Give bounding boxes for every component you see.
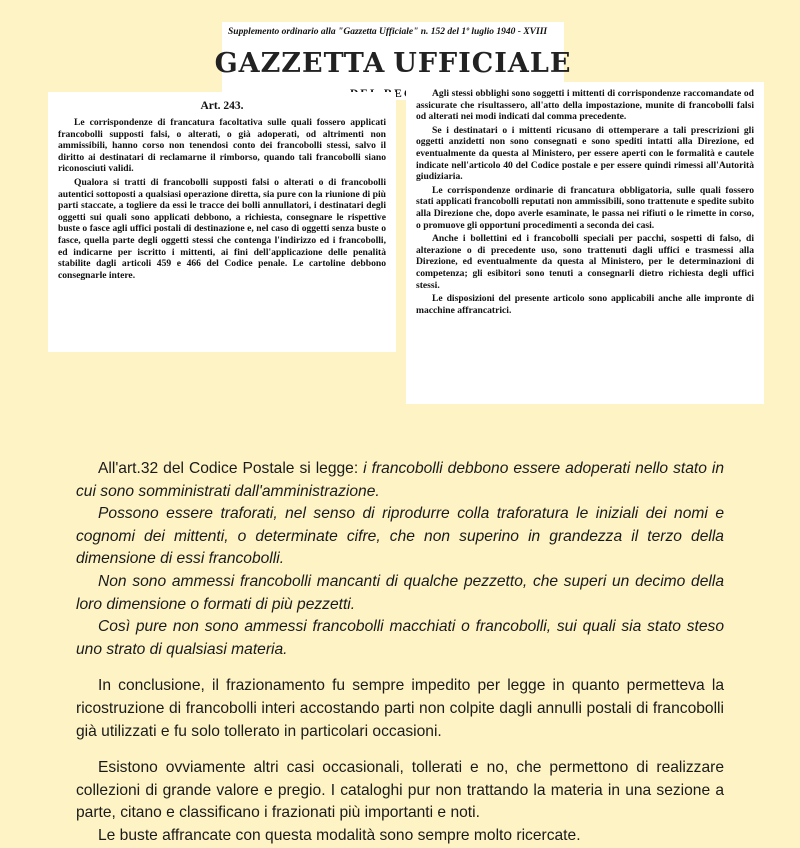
clipping-right-paragraph: Le disposizioni del presente articolo sono applicabili anche alle impronte di macchine affrancatrici. [416, 293, 754, 316]
commentary-body [76, 458, 724, 848]
masthead-word-left: GAZZETTA [214, 47, 386, 79]
commentary-paragraph-4: Così pure non sono ammessi francobolli macchiati o francobolli, sui quali sia stato steso uno strato di qualsiasi materia. [76, 618, 724, 658]
commentary-quote: i francobolli debbono essere adoperati nello stato in cui sono somministrati dall'amministrazione. [76, 460, 724, 500]
commentary-paragraph-6: Esistono ovviamente altri casi occasionali, tollerati e no, che permettono di realizzare collezioni di grande valore e pregio. I cataloghi pur non trattando la materia in una sezione a parte, citano e classificano i frazionati più importanti e noti. [76, 759, 724, 822]
masthead-word-right: UFFICIALE [393, 47, 572, 79]
clipping-right-paragraph: Le corrispondenze ordinarie di francatura obbligatoria, sulle quali fossero stati applicati francobolli reputati non ammissibili, sono trattenute e spedite subito alla Direzione che, dopo averle esaminate, le passa nei rifiuti o le rimette in corso, o promuove gli opportuni procedimenti a seconda dei casi. [416, 184, 754, 231]
clipping-right-column [406, 82, 764, 404]
clipping-left-column [48, 92, 396, 352]
masthead-title-row [214, 45, 572, 81]
clipping-left-paragraph: Qualora si tratti di francobolli supposti falsi o alterati o di francobolli autentici sottoposti a qualsiasi operazione diretta, sia pure con la riunione di più parti staccate, a togliere da essi le tracce dei bolli annullatori, i destinatari degli oggetti sui quali sono applicati debbono, a richiesta, consegnare le rispettive buste o fasce agli uffici postali di destinazione e, nel caso di oggetti senza buste o fasce, quella parte degli oggetti stessi che contenga l'indirizzo ed i francobolli, ed indicarne per iscritto i mittenti, ai fini dell'applicazione delle penalità stabilite dagli articoli 459 e 466 del Codice penale. Le cartoline debbono consegnarle intere. [58, 176, 386, 281]
commentary-paragraph-7: Le buste affrancate con questa modalità sono sempre molto ricercate. [98, 826, 581, 844]
commentary-paragraph-2: Possono essere traforati, nel senso di riprodurre colla traforatura le iniziali dei nomi e cognomi dei mittenti, o determinate cifre, che non superino in grandezza il terzo della dimensione di essi francobolli. [76, 505, 724, 568]
commentary-paragraph-3: Non sono ammessi francobolli mancanti di qualche pezzetto, che superi un decimo della loro dimensione o formati di più pezzetti. [76, 572, 724, 613]
clipping-left-paragraph: Le corrispondenze di francatura facoltativa sulle quali fossero applicati francobolli supposti falsi, o alterati, o già adoperati, od altrimenti non ammissibili, hanno corso non tenendosi conto dei francobolli stessi, salvo il diritto ai destinatari di reclamarne il rimborso, quando tali francobolli siano riconosciuti validi. [58, 117, 386, 175]
clipping-right-paragraph: Anche i bollettini ed i francobolli speciali per pacchi, sospetti di falso, di alterazione o di precedente uso, sono trattenuti dagli uffici e trasmessi alla Direzione, ed eventualmente da questa al Ministero, per le determinazioni di competenza; gli esibitori sono tenuti a consegnarli dietro richiesta degli uffici stessi. [416, 233, 754, 291]
clipping-right-paragraph: Agli stessi obblighi sono soggetti i mittenti di corrispondenze raccomandate od assicurate che risultassero, all'atto della impostazione, munite di francobolli falsi od alterati nei modi indicati dal comma precedente. [416, 88, 754, 123]
commentary-lead: All'art.32 del Codice Postale si legge: [98, 460, 364, 477]
clipping-right-paragraph: Se i destinatari o i mittenti ricusano di ottemperare a tali prescrizioni gli oggetti anzidetti non sono consegnati e sono spediti intatti alla Direzione, ed eventualmente da questa al Ministero, per essere aperti con le formalità e cautele indicate nell'articolo 40 del Codice postale e per essere quindi rimessi all'Autorità giudiziaria. [416, 124, 754, 183]
article-title: Art. 243. [200, 100, 244, 112]
commentary-paragraph-1 [76, 458, 724, 503]
commentary-paragraph-5: In conclusione, il frazionamento fu sempre impedito per legge in quanto permetteva la ricostruzione di francobolli interi accostando parti non colpite dagli annulli postali di francobolli già utilizzati e fu solo tollerato in particolari occasioni. [76, 677, 724, 740]
masthead-supplement-line: Supplemento ordinario alla "Gazzetta Ufficiale" n. 152 del 1º luglio 1940 - XVIII [228, 27, 548, 37]
